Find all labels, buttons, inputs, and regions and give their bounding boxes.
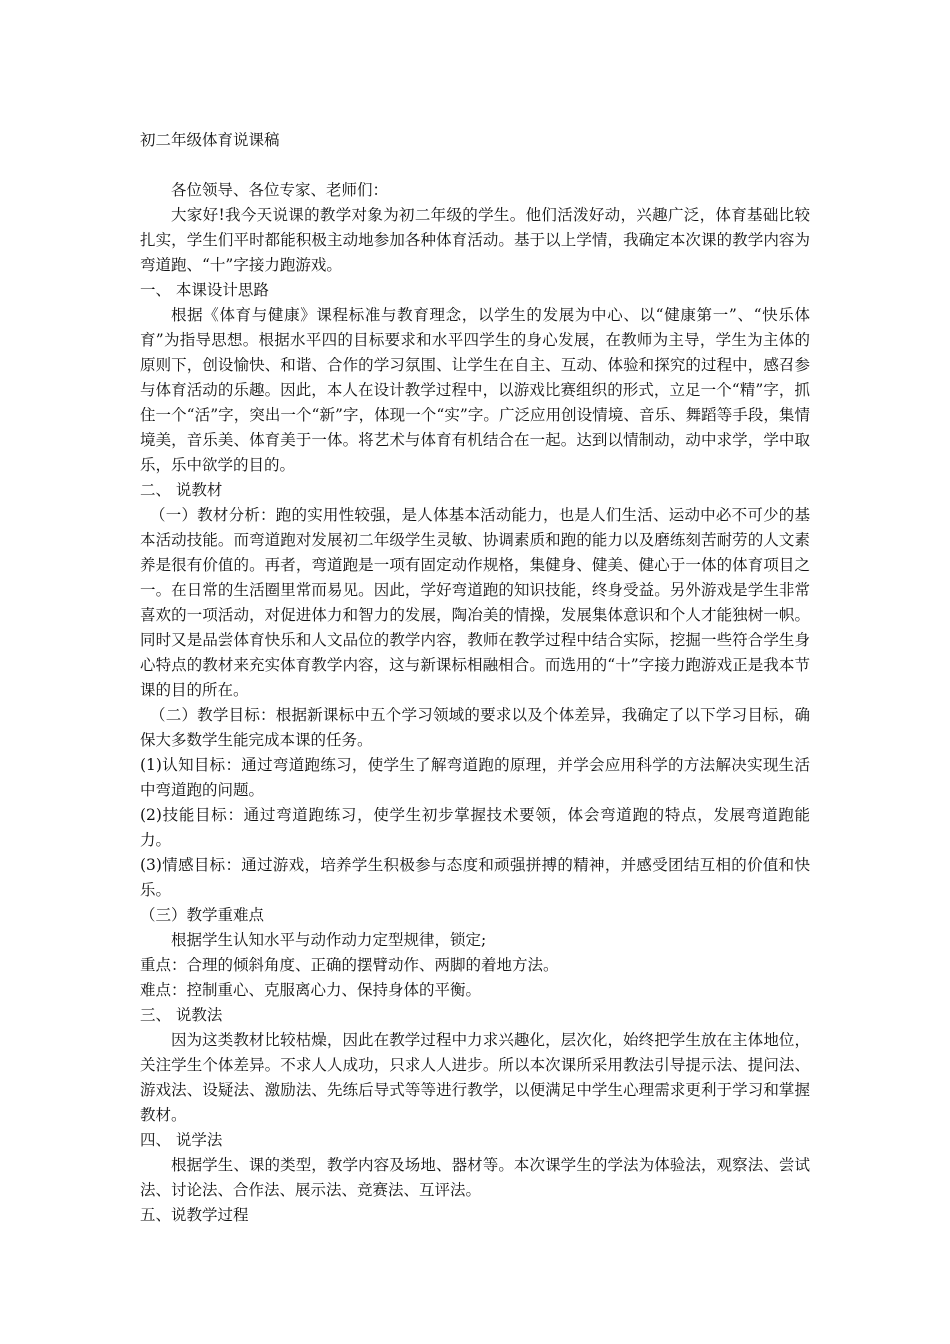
section-heading-material: 二、 说教材: [140, 481, 223, 499]
section-heading-learning: 四、 说学法: [140, 1131, 223, 1149]
learning-paragraph: 根据学生、课的类型，教学内容及场地、器材等。本次课学生的学法为体验法，观察法、尝试法、讨论法、合作法、展示法、竞赛法、互评法。: [140, 1156, 810, 1199]
goal-emotion: (3)情感目标：通过游戏，培养学生积极参与态度和顽强拼搏的精神，并感受团结互相的价值和快乐。: [140, 856, 810, 899]
document-title: 初二年级体育说课稿: [140, 131, 280, 149]
key-points-intro: 根据学生认知水平与动作动力定型规律，锁定;: [171, 931, 487, 949]
goal-skill: (2)技能目标：通过弯道跑练习，使学生初步掌握技术要领，体会弯道跑的特点，发展弯道跑能力。: [140, 806, 810, 849]
goal-cognitive: (1)认知目标：通过弯道跑练习，使学生了解弯道跑的原理，并学会应用科学的方法解决实现生活中弯道跑的问题。: [140, 756, 810, 799]
section-heading-process: 五、说教学过程: [140, 1206, 249, 1224]
intro-paragraph: 大家好!我今天说课的教学对象为初二年级的学生。他们活泼好动，兴趣广泛，体育基础比较扎实，学生们平时都能积极主动地参加各种体育活动。基于以上学情，我确定本次课的教学内容为弯道跑、“十”字接力跑游戏。: [140, 206, 810, 274]
material-analysis-paragraph: （一）教材分析：跑的实用性较强，是人体基本活动能力，也是人们生活、运动中必不可少的基本活动技能。而弯道跑对发展初二年级学生灵敏、协调素质和跑的能力以及磨练刻苦耐劳的人文素养是很有价值的。再者，弯道跑是一项有固定动作规格，集健身、健美、健心于一体的体育项目之一。在日常的生活圈里常而易见。因此，学好弯道跑的知识技能，终身受益。另外游戏是学生非常喜欢的一项活动，对促进体力和智力的发展，陶冶美的情操，发展集体意识和个人才能独树一帜。同时又是品尝体育快乐和人文品位的教学内容，教师在教学过程中结合实际，挖掘一些符合学生身心特点的教材来充实体育教学内容，这与新课标相融相合。而选用的“十”字接力跑游戏正是我本节课的目的所在。: [140, 506, 810, 699]
document-body: [140, 128, 810, 1228]
difficulty-line: 难点：控制重心、克服离心力、保持身体的平衡。: [140, 981, 482, 999]
key-points-heading: （三）教学重难点: [140, 906, 265, 924]
section-heading-methods: 三、 说教法: [140, 1006, 223, 1024]
methods-paragraph: 因为这类教材比较枯燥，因此在教学过程中力求兴趣化，层次化，始终把学生放在主体地位，关注学生个体差异。不求人人成功，只求人人进步。所以本次课所采用教法引导提示法、提问法、游戏法、设疑法、激励法、先练后导式等等进行教学，以便满足中学生心理需求更利于学习和掌握教材。: [140, 1031, 810, 1124]
section-heading-design: 一、 本课设计思路: [140, 281, 269, 299]
design-paragraph: 根据《体育与健康》课程标准与教育理念，以学生的发展为中心、以“健康第一”、“快乐体育”为指导思想。根据水平四的目标要求和水平四学生的身心发展，在教师为主导，学生为主体的原则下，创设愉快、和谐、合作的学习氛围、让学生在自主、互动、体验和探究的过程中，感召参与体育活动的乐趣。因此，本人在设计教学过程中，以游戏比赛组织的形式，立足一个“精”字，抓住一个“活”字，突出一个“新”字，体现一个“实”字。广泛应用创设情境、音乐、舞蹈等手段，集情境美，音乐美、体育美于一体。将艺术与体育有机结合在一起。达到以情制动，动中求学，学中取乐，乐中欲学的目的。: [140, 306, 810, 474]
greeting: 各位领导、各位专家、老师们：: [171, 181, 389, 199]
teaching-goals-paragraph: （二）教学目标：根据新课标中五个学习领域的要求以及个体差异，我确定了以下学习目标，确保大多数学生能完成本课的任务。: [140, 706, 810, 749]
key-point-line: 重点：合理的倾斜角度、正确的摆臂动作、两脚的着地方法。: [140, 956, 559, 974]
